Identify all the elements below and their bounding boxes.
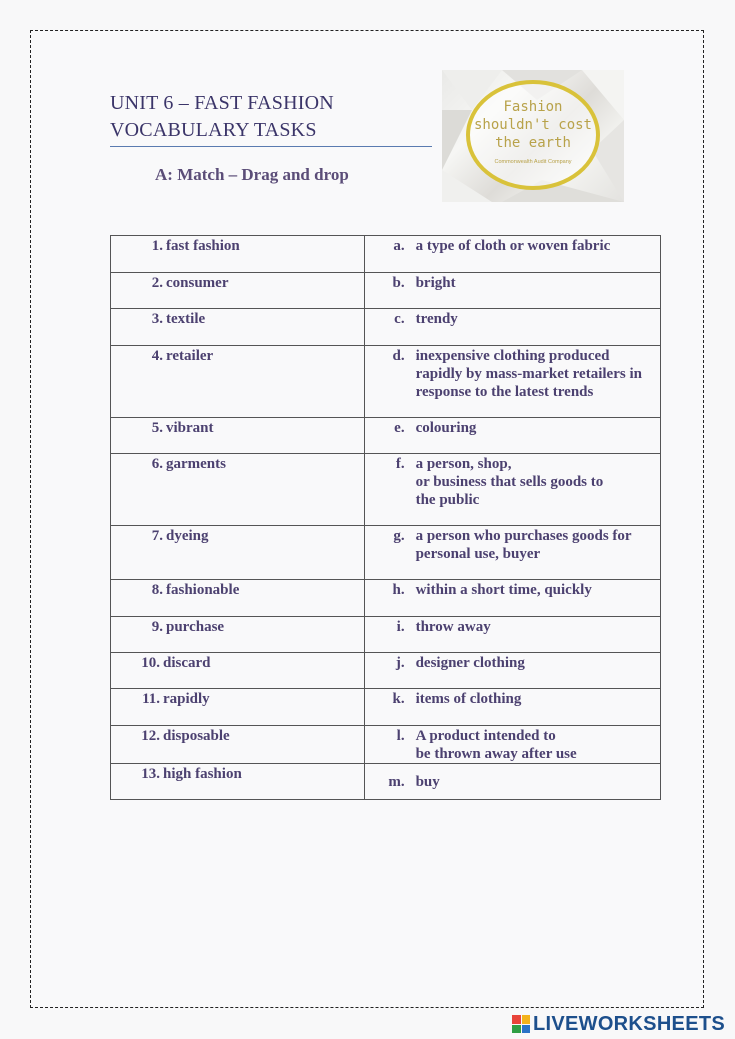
badge-square <box>512 1015 521 1024</box>
term-cell <box>111 309 365 346</box>
term-text[interactable]: textile <box>166 311 206 327</box>
fashion-logo-image <box>442 70 624 202</box>
table-row <box>111 418 661 454</box>
term-number: 12. <box>141 728 160 744</box>
term-number: 10. <box>141 655 160 671</box>
definition-text[interactable]: designer clothing <box>415 655 525 671</box>
liveworksheets-brand: LIVEWORKSHEETS <box>533 1012 725 1035</box>
definition-text[interactable]: trendy <box>415 311 458 327</box>
definition-cell[interactable] <box>364 689 660 726</box>
table-row <box>111 454 661 526</box>
term-number: 6. <box>151 456 163 472</box>
term-cell <box>111 726 365 764</box>
definition-text[interactable]: a type of cloth or woven fabric <box>415 238 611 254</box>
definition-letter: b. <box>392 275 405 291</box>
table-row <box>111 764 661 800</box>
definition-letter: h. <box>392 582 405 598</box>
term-text[interactable]: high fashion <box>163 766 242 782</box>
definition-letter: c. <box>394 311 405 327</box>
term-cell <box>111 454 365 526</box>
term-number: 2. <box>151 275 163 291</box>
term-number: 11. <box>142 691 160 707</box>
term-number: 9. <box>151 619 163 635</box>
definition-cell[interactable] <box>364 273 660 309</box>
term-text[interactable]: fast fashion <box>166 238 240 254</box>
definition-cell[interactable] <box>364 764 660 800</box>
definition-text[interactable]: a person who purchases goods for personal use, buyer <box>415 528 632 562</box>
title-underline <box>110 146 432 147</box>
term-text[interactable]: vibrant <box>166 420 214 436</box>
definition-text[interactable]: items of clothing <box>415 691 522 707</box>
term-number: 1. <box>151 238 163 254</box>
page-title <box>110 90 334 144</box>
definition-text[interactable]: buy <box>415 774 440 790</box>
term-text[interactable]: purchase <box>166 619 225 635</box>
badge-square <box>522 1015 531 1024</box>
badge-square <box>522 1025 531 1034</box>
definition-cell[interactable] <box>364 526 660 580</box>
logo-slogan: Fashion shouldn't cost the earth <box>473 99 592 151</box>
definition-cell[interactable] <box>364 418 660 454</box>
term-number: 13. <box>141 766 160 782</box>
definition-cell[interactable] <box>364 236 660 273</box>
definition-text[interactable]: a person, shop, or business that sells goods to the public <box>415 456 604 508</box>
table-row <box>111 689 661 726</box>
table-row <box>111 580 661 617</box>
definition-cell[interactable] <box>364 653 660 689</box>
term-text[interactable]: rapidly <box>163 691 210 707</box>
definition-text[interactable]: colouring <box>415 420 477 436</box>
definition-letter: d. <box>392 348 405 364</box>
definition-letter: e. <box>394 420 405 436</box>
logo-company: Commonwealth Audit Company <box>494 159 572 165</box>
definition-letter: j. <box>395 655 405 671</box>
definition-cell[interactable] <box>364 617 660 653</box>
logo-ring <box>466 80 600 190</box>
definition-letter: f. <box>395 456 405 472</box>
table-row <box>111 273 661 309</box>
term-cell <box>111 653 365 689</box>
table-row <box>111 309 661 346</box>
table-row <box>111 726 661 764</box>
task-subtitle: A: Match – Drag and drop <box>155 165 349 184</box>
liveworksheets-logo <box>512 1012 725 1036</box>
term-cell <box>111 580 365 617</box>
term-text[interactable]: consumer <box>166 275 229 291</box>
definition-text[interactable]: throw away <box>415 619 491 635</box>
badge-square <box>512 1025 521 1034</box>
definition-letter: i. <box>396 619 405 635</box>
term-text[interactable]: dyeing <box>166 528 209 544</box>
definition-text[interactable]: within a short time, quickly <box>415 582 592 598</box>
term-cell <box>111 418 365 454</box>
term-number: 7. <box>151 528 163 544</box>
term-cell <box>111 617 365 653</box>
definition-text[interactable]: bright <box>415 275 456 291</box>
definition-letter: l. <box>396 728 405 744</box>
definition-cell[interactable] <box>364 454 660 526</box>
definition-text[interactable]: inexpensive clothing produced rapidly by mass-market retailers in response to the latest trends <box>415 348 642 400</box>
definition-cell[interactable] <box>364 309 660 346</box>
definition-letter: g. <box>393 528 405 544</box>
table-row <box>111 653 661 689</box>
definition-text[interactable]: A product intended to be thrown away after use <box>415 728 577 762</box>
definition-letter: a. <box>393 238 405 254</box>
term-number: 8. <box>151 582 163 598</box>
definition-letter: k. <box>392 691 405 707</box>
term-text[interactable]: disposable <box>163 728 230 744</box>
term-number: 5. <box>151 420 163 436</box>
term-text[interactable]: retailer <box>166 348 214 364</box>
table-row <box>111 346 661 418</box>
title-line-1: UNIT 6 – FAST FASHION <box>110 92 334 114</box>
term-cell <box>111 236 365 273</box>
term-cell <box>111 689 365 726</box>
table-row <box>111 236 661 273</box>
definition-cell[interactable] <box>364 580 660 617</box>
table-row <box>111 526 661 580</box>
title-line-2: VOCABULARY TASKS <box>110 119 317 141</box>
term-cell <box>111 273 365 309</box>
term-cell <box>111 526 365 580</box>
term-number: 3. <box>151 311 163 327</box>
liveworksheets-badge-icon <box>512 1015 530 1033</box>
definition-letter: m. <box>388 774 405 790</box>
term-cell <box>111 764 365 800</box>
term-cell <box>111 346 365 418</box>
definition-cell[interactable] <box>364 346 660 418</box>
matching-table <box>110 235 661 800</box>
table-row <box>111 617 661 653</box>
term-text[interactable]: garments <box>166 456 226 472</box>
term-number: 4. <box>151 348 163 364</box>
term-text[interactable]: fashionable <box>166 582 240 598</box>
definition-cell[interactable] <box>364 726 660 764</box>
term-text[interactable]: discard <box>163 655 211 671</box>
